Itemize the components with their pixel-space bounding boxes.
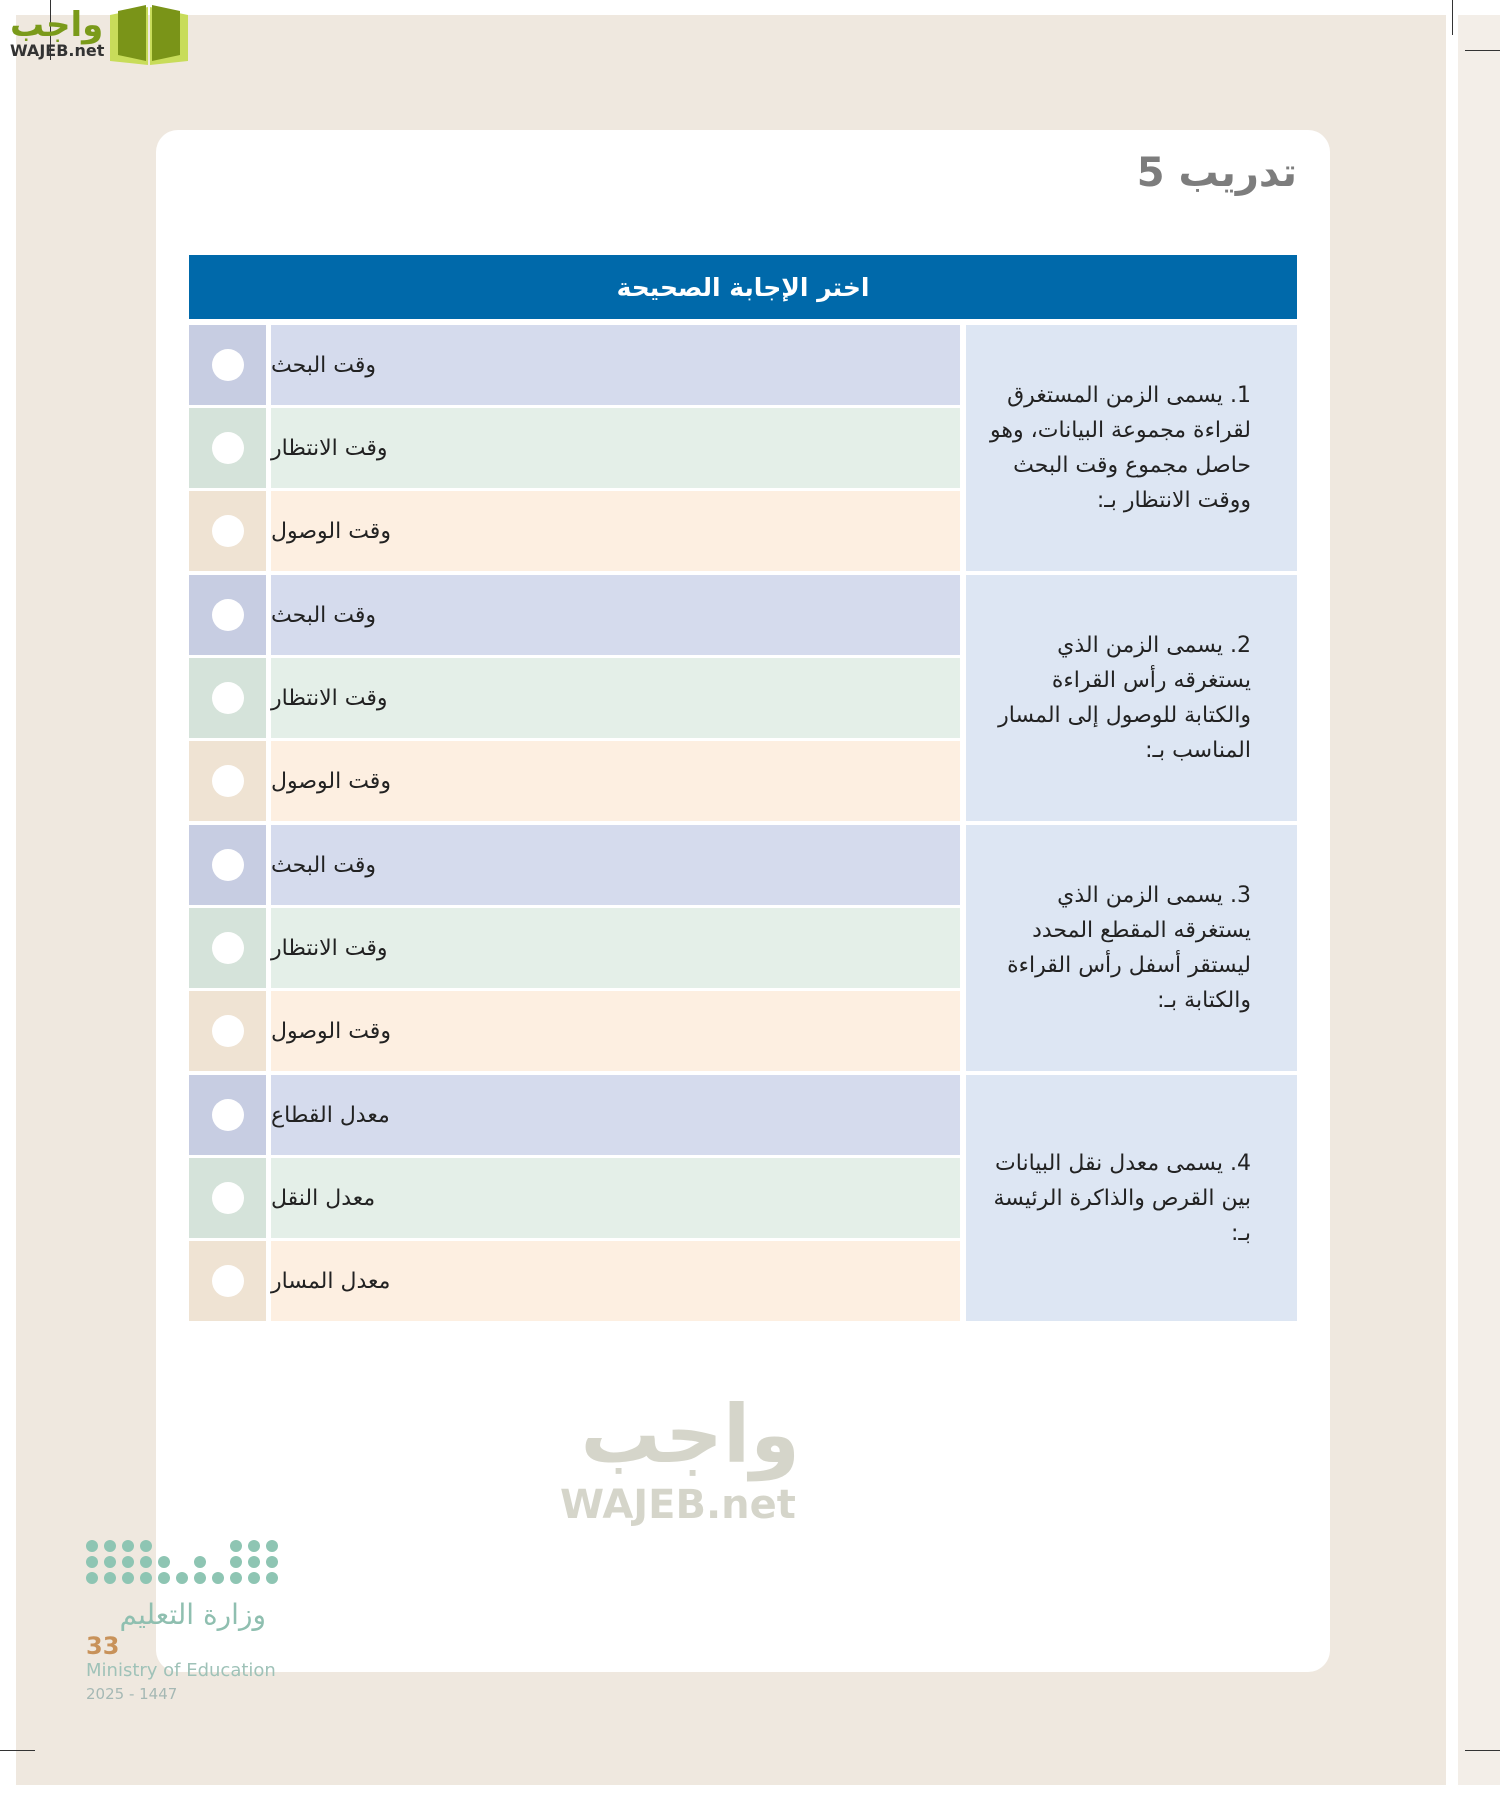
dot <box>248 1556 260 1568</box>
answer-option[interactable]: وقت الوصول <box>271 491 960 571</box>
answer-option[interactable]: وقت الوصول <box>271 991 960 1071</box>
question-text: 1. يسمى الزمن المستغرق لقراءة مجموعة البيانات، وهو حاصل مجموع وقت البحث ووقت الانتظار بـ: <box>966 325 1297 571</box>
radio-cell <box>189 1158 266 1238</box>
dot <box>104 1556 116 1568</box>
watermark <box>560 1390 800 1530</box>
answer-radio[interactable] <box>212 765 244 797</box>
answer-option[interactable]: معدل النقل <box>271 1158 960 1238</box>
dot <box>122 1556 134 1568</box>
answer-radio[interactable] <box>212 932 244 964</box>
dot <box>176 1572 188 1584</box>
dot <box>122 1572 134 1584</box>
answer-radio[interactable] <box>212 1182 244 1214</box>
ministry-name-arabic: وزارة التعليم <box>119 1598 266 1631</box>
question-group <box>189 1075 1297 1321</box>
dot <box>194 1572 206 1584</box>
dot <box>266 1572 278 1584</box>
answer-radio[interactable] <box>212 1015 244 1047</box>
crop-mark <box>1465 50 1500 51</box>
question-group <box>189 825 1297 1071</box>
logo-english: WAJEB.net <box>10 41 105 60</box>
radio-cell <box>189 408 266 488</box>
dot <box>140 1540 152 1552</box>
dot <box>104 1540 116 1552</box>
ministry-name-english: Ministry of Education <box>86 1660 276 1681</box>
radio-cell <box>189 658 266 738</box>
radio-cell <box>189 908 266 988</box>
crop-mark <box>1465 1750 1500 1751</box>
radio-cell <box>189 575 266 655</box>
dot <box>158 1556 170 1568</box>
dot <box>230 1556 242 1568</box>
table-header: اختر الإجابة الصحيحة <box>189 255 1297 319</box>
radio-cell <box>189 1075 266 1155</box>
answer-option[interactable]: وقت الانتظار <box>271 408 960 488</box>
crop-mark <box>0 1750 35 1751</box>
answer-radio[interactable] <box>212 515 244 547</box>
answer-option[interactable]: وقت الانتظار <box>271 908 960 988</box>
edition-year: 2025 - 1447 <box>86 1685 178 1703</box>
answer-radio[interactable] <box>212 849 244 881</box>
question-text: 4. يسمى معدل نقل البيانات بين القرص والذاكرة الرئيسة بـ: <box>966 1075 1297 1321</box>
crop-mark <box>1452 0 1453 35</box>
answer-option[interactable]: وقت البحث <box>271 825 960 905</box>
answer-option[interactable]: وقت البحث <box>271 325 960 405</box>
answer-radio[interactable] <box>212 432 244 464</box>
answer-radio[interactable] <box>212 599 244 631</box>
dot <box>158 1572 170 1584</box>
dot <box>248 1572 260 1584</box>
dot <box>86 1572 98 1584</box>
dot <box>212 1572 224 1584</box>
answer-option[interactable]: وقت البحث <box>271 575 960 655</box>
book-icon <box>108 5 190 67</box>
wajeb-logo <box>10 5 190 67</box>
dot <box>266 1540 278 1552</box>
answer-option[interactable]: معدل القطاع <box>271 1075 960 1155</box>
exercise-title: تدريب 5 <box>1136 150 1297 196</box>
radio-cell <box>189 991 266 1071</box>
dot <box>194 1556 206 1568</box>
answer-option[interactable]: وقت الوصول <box>271 741 960 821</box>
dot <box>140 1556 152 1568</box>
question-group <box>189 325 1297 571</box>
dot <box>248 1540 260 1552</box>
answer-radio[interactable] <box>212 1265 244 1297</box>
dot <box>266 1556 278 1568</box>
answer-option[interactable]: وقت الانتظار <box>271 658 960 738</box>
dot <box>140 1572 152 1584</box>
answer-option[interactable]: معدل المسار <box>271 1241 960 1321</box>
answer-radio[interactable] <box>212 349 244 381</box>
watermark-arabic: واجب <box>580 1388 800 1481</box>
watermark-english: WAJEB.net <box>560 1482 796 1528</box>
answer-radio[interactable] <box>212 682 244 714</box>
dot <box>230 1572 242 1584</box>
radio-cell <box>189 325 266 405</box>
answer-radio[interactable] <box>212 1099 244 1131</box>
page-edge <box>1458 15 1500 1785</box>
logo-arabic: واجب <box>10 5 104 45</box>
radio-cell <box>189 491 266 571</box>
dot <box>230 1540 242 1552</box>
question-text: 3. يسمى الزمن الذي يستغرقه المقطع المحدد ليستقر أسفل رأس القراءة والكتابة بـ: <box>966 825 1297 1071</box>
radio-cell <box>189 741 266 821</box>
question-group <box>189 575 1297 821</box>
radio-cell <box>189 1241 266 1321</box>
dot <box>104 1572 116 1584</box>
dot <box>86 1540 98 1552</box>
ministry-logo <box>86 1540 282 1704</box>
ministry-dots-icon <box>86 1540 282 1584</box>
page-number: 33 <box>86 1632 120 1660</box>
radio-cell <box>189 825 266 905</box>
question-text: 2. يسمى الزمن الذي يستغرقه رأس القراءة والكتابة للوصول إلى المسار المناسب بـ: <box>966 575 1297 821</box>
dot <box>86 1556 98 1568</box>
dot <box>122 1540 134 1552</box>
